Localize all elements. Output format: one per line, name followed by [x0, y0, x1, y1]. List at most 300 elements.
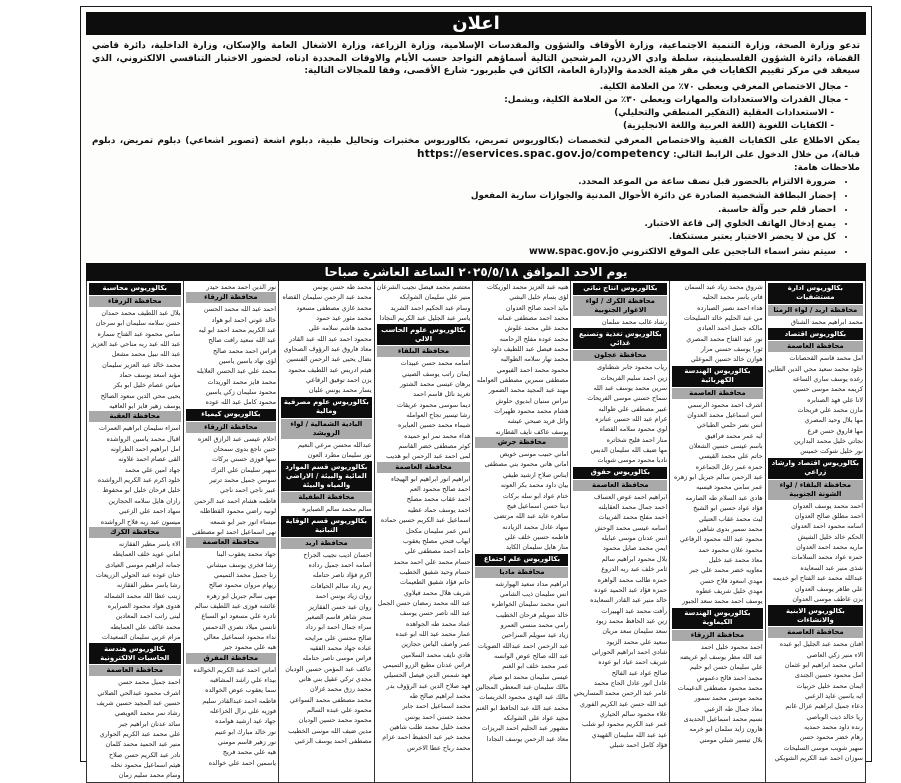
candidate-name: معتصم محمد فيصل نجيب الشرعان [376, 282, 471, 291]
candidate-name: مالك سليمان عبد المعطي المجالين [475, 683, 569, 691]
candidate-name: حنان عوده عبد الحولي الزريعات [95, 570, 181, 579]
candidate-name: عائشه فوزى عبد اللطيف سالم [194, 601, 277, 610]
candidate-name: محمد عبد الله عبد الحافظ ابو الغنم [475, 703, 569, 712]
candidate-name: رازان هايل سلامه الحجازين [108, 496, 181, 505]
candidate-name: محمد هاشم سلامه علي [308, 324, 372, 333]
candidate-name: محمود علان محمود حمد [698, 545, 763, 554]
governorate-header: محافظة الزرقاء [186, 292, 277, 303]
candidate-name: صالح محسن علي مرايحه [304, 633, 372, 642]
candidate-name: سراء جمال احمد ابو رداد [305, 623, 372, 632]
candidate-name: خليل فرحان خليل ابو محفوظ [102, 486, 181, 495]
candidate-name: احمد يوسف حماد عطيه [407, 505, 471, 514]
candidate-name: عامر عبد الرحمن محمد المساريحي [573, 689, 668, 698]
candidate-name: اماني محمد ابراهيم ابو عثمان [784, 660, 863, 669]
candidate-name: نداء محمود اسماعيل معالي [203, 632, 277, 641]
candidate-name: سهير شويب موسى السليحات [783, 743, 863, 752]
candidate-name: سامي محمود عبد الفتاح سماره [97, 329, 181, 338]
candidate-name: محمود عبد الله محمود الرفاعي [680, 535, 763, 544]
governorate-header: البادية الشمالية / لواء الرويشد [281, 419, 372, 439]
candidate-name: نادره علي مسعود ابو السباع [201, 612, 277, 621]
candidate-name: حاتم فؤاد شفيق الطعيمات [399, 578, 471, 587]
candidate-name: ايناس صلاح ارشيد طيفي [502, 470, 569, 479]
candidate-name: محمد احمد مصطفى عمانه [497, 314, 569, 322]
candidate-name: ليث محمد عقاب العتيلي [698, 514, 763, 523]
candidate-name: معاويه خضر محمد علي جبر [689, 566, 763, 575]
candidate-name: حاتم علي محمد القيسي [698, 452, 763, 461]
candidate-name: اسامه عيسى محمد الوحش [594, 523, 668, 532]
candidate-name: محمد مصطفى محمد السواعي [289, 695, 372, 704]
candidate-name: محمد خير عبد الحفيظ احمد عزام [382, 733, 471, 742]
candidate-name: احمد محمود خليل احمد [700, 642, 763, 651]
candidate-name: محمد نهار سلامه الطوالبه [500, 355, 569, 364]
candidate-name: معاذ جمال طه الزعبي [704, 704, 763, 713]
candidate-name: نجاتي خليل محمد البدارين [794, 437, 863, 446]
criteria-item: - الكفايات اللغوية (اللغة العربية واللغة الانجليزية) [623, 120, 834, 131]
candidate-name: اماني عويد خلف العمايطه [112, 550, 181, 559]
candidate-name: فراس عدنان مطيع الزرو التميمي [382, 660, 471, 669]
candidate-name: رياب محمود جابر شطناوى [597, 363, 668, 372]
degree-header: بكالوريوس الهندسة الكيماوية [672, 608, 763, 629]
candidate-name: زين احمد سليم الفريحات [600, 373, 668, 382]
candidate-name: حسام وحيد شفيق الخطيب [399, 567, 471, 576]
candidate-name: معاذ فاروق عبد الرؤوف الصحاوي [283, 345, 372, 354]
candidate-name: خالد سويلم فرحان الخطيب [495, 610, 569, 619]
candidate-name: حسام محمد علي احمد محمد [393, 557, 471, 566]
candidate-name: زينب عطا الله محمد الشماله [104, 591, 181, 600]
candidate-name: خلود محمد سعيد محي الدين الطايي [767, 364, 863, 373]
candidate-name: ايمن محمد صايل محمود [602, 544, 668, 553]
note-item: • احضار قلم حبر وآلة حاسبة. [92, 204, 836, 218]
candidate-name: ناديا محمود موسى شويات [597, 456, 668, 465]
candidate-name: معاذ محمد عبد خليل [708, 555, 763, 564]
candidate-name: باسم عيسى حسين الشعلان [689, 442, 763, 451]
candidate-name: مها ضيف الله سليمان الدبس [590, 446, 668, 455]
candidate-name: عبدالله محمد عبد الفتاح ابو خديمه [772, 574, 863, 583]
candidate-name: شريف احمد عياد ابو عوده [598, 658, 668, 667]
candidate-name: رغده يوسف ساري الساعه [792, 375, 863, 383]
candidate-name: فوزيه علي نزال الخزاعله [209, 707, 277, 715]
candidate-name: احسان اديب نجيب الجراح [303, 550, 372, 559]
candidate-name: الحكم خالد خليل الشيش [797, 532, 863, 541]
candidate-name: ريا خالد ذيب الوباصي [806, 712, 863, 721]
candidate-name: شادي احمد ابراهيم الحوراني [591, 647, 668, 656]
candidate-name: محمد غازي مصطفى مسعود [296, 303, 372, 312]
candidate-name: يوسف زهير فايز ابو العافيه [109, 402, 181, 411]
page-frame [80, 6, 872, 780]
candidate-name: محمد احمد فالح دعموس [696, 673, 763, 682]
candidate-name: احمد عبد الله محمد الحسن [203, 305, 277, 314]
candidate-name: سما يعقوب عوض الخوالده [205, 686, 277, 695]
announcement-page [51, 0, 901, 780]
candidates-table [86, 281, 866, 783]
candidate-name: ميساء انور جبر ابو شمعه [210, 517, 277, 526]
candidate-name: اشرف احمد محمود الرسمي [687, 400, 763, 409]
candidate-name: دعاء جميل ابراهيم عزال غانم [785, 702, 863, 711]
candidate-name: ابراهيم مداد سعيد الهوارشه [495, 579, 569, 588]
candidate-name: ثامر خلف عبد ربه الدروع [601, 565, 668, 574]
candidate-name: حامد احمد مصطفى علي [404, 547, 471, 556]
degree-header: بكالوريوس علوم الحاسب الالي [377, 324, 471, 345]
candidate-name: هشام محمد محمود ظهيرات [494, 407, 569, 416]
candidate-name: جهاد محمد يعقوب البنا [216, 550, 277, 559]
candidate-name: مهدي اسعود فلاح حسن [699, 576, 763, 585]
degree-header: بكالوريوس الهندسة الكهربائية [672, 366, 763, 387]
candidate-name: يسار محمد يونس عليان [308, 386, 372, 395]
candidate-name: سوزان احمد عبد الكريم الشويكي [774, 753, 863, 762]
candidate-name: هيثم اسماعيل محمود نخله [110, 761, 181, 770]
candidate-name: اشرف محمود عبدالحي الصلاتي [97, 688, 181, 697]
candidate-name: اقبال محمد ياسين الرواشده [106, 434, 181, 443]
candidate-name: مها بلال وحيد المصري [804, 416, 863, 425]
candidate-name: محمد ابراهيم صالح طه [409, 692, 471, 700]
candidate-name: عبير مصطفى علي طوالبه [598, 404, 668, 413]
candidate-name: حنين ناجع بدوى سمحان [213, 445, 277, 454]
candidate-name: عبد الله حسن عبد الكريم الفوري [579, 699, 668, 708]
results-website-url: www.spac.gov.jo [529, 246, 619, 258]
candidate-name: وسام محمد سليم زمان [118, 771, 181, 780]
candidate-name: شريف هلال محمد فيلاوي [403, 588, 471, 597]
candidate-name: هيثم ادريس عبد اللطيف محمود [288, 365, 372, 374]
candidate-name: نسيم محمد اسماعيل الحديدى [683, 715, 763, 723]
candidate-name: نضال يحيى عبد الرحمن الفنسين [286, 355, 372, 364]
candidate-name: لؤى بسام خليل اليشي [509, 293, 569, 302]
candidate-name: فهد صلاح الدين عبد الرؤوف بدر [386, 681, 471, 690]
candidate-name: سائد عدنان ابراهيم جبر [118, 719, 181, 728]
candidate-name: نور زهير قاسم مومني [217, 738, 277, 747]
candidate-name: رأفت محمد عبد الهييرات [601, 606, 668, 615]
degree-header: بكالوريوس علوم مصرفية ومالية [281, 397, 372, 418]
candidate-name: وائل فريد صبحي عيشه [507, 417, 569, 426]
candidate-name: يزن عاطف موسى العدوان [792, 594, 863, 603]
candidate-name: لوي محمود سلامه القضاه [599, 425, 668, 434]
candidate-name: انس نصر حلمي الطباخي [696, 421, 763, 430]
degree-header: بكالوريوس الابنية والانشاءات [768, 605, 863, 626]
note-item: • إحضار البطاقة الشخصية الصادرة عن دائرة الأحوال المدنية والجوازات سارية المفعول [92, 190, 836, 204]
candidate-name: عبد الله ناصر حسن يوسف [399, 609, 471, 618]
candidate-name: نور خليل شوكت خميس [800, 447, 863, 456]
candidate-name: معاذ عبد الرحمن يوسف النجادا [486, 734, 569, 743]
criteria-list [92, 81, 860, 133]
governorate-header: محافظة العقبة [89, 411, 181, 422]
candidate-name: عبد الله صالح عوض الوانسه [493, 651, 569, 660]
candidate-name: احمد جمال محمد العقايلنه [598, 503, 668, 512]
note-item: • كل من لا يحضر الاختبار يعتبر مستنكفا. [92, 231, 836, 245]
candidate-name: القى عصام احمد علاونه [118, 455, 181, 464]
candidate-name: مالكه جميل احمد العبادي [696, 324, 763, 333]
governorate-header: محافظة العاصمة [377, 462, 471, 473]
link-paragraph [92, 135, 860, 162]
candidate-name: محمود كامل عبد الله عوده [205, 398, 277, 407]
governorate-header: محافظة العاصمة [768, 627, 863, 638]
candidate-name: فراس احمد محمد صالح [213, 346, 277, 355]
candidate-name: لؤى نهاد ياسين ياسين [218, 357, 277, 366]
candidate-name: عبد الله محمد رمضان حسن الجمل [377, 598, 471, 607]
candidate-name: لينى راتب احمد المعادين [115, 612, 181, 621]
candidate-name: هداء احمد نصير الصبارده [697, 303, 763, 312]
candidate-name: ختام عواد ابو سله بركات [502, 491, 569, 500]
candidate-name: عبد الله نبيل محمد مشعل [111, 350, 181, 359]
candidate-name: هادي عبد السلام طه الصارمه [685, 493, 763, 502]
candidate-name: حمزه عمر زغل الجماعره [695, 462, 763, 471]
candidate-name: عبير ناجي احمد ناجي [220, 486, 277, 495]
candidate-name: يزن احمد توفيق الرفاعي [305, 376, 372, 385]
candidate-name: ماريه محمد احمد العدوان [796, 543, 863, 552]
candidate-name: دينا حسن اسماعيل فيج [506, 501, 569, 510]
candidate-name: حسين عبد المجيد حسين شريف [96, 698, 181, 707]
governorate-header: محافظة العاصمة [186, 537, 277, 548]
candidate-name: جهاد عيد ارشيد هوامده [215, 717, 277, 726]
candidate-name: عمر محمد خلف ابو الغنم [502, 662, 569, 671]
table-column [765, 281, 865, 782]
candidate-name: سماح حسني موسى الفريحات [587, 394, 668, 403]
candidate-name: عبد الرحمن احمد عبدالله الضويات [478, 641, 569, 650]
candidate-name: رنا جميل محمد التميمي [213, 570, 277, 579]
candidate-name: سرين محمد يوسف عبد الله [593, 384, 668, 392]
candidate-name: عاكف عبد المؤمن حسين الوديان [285, 664, 372, 673]
candidate-name: هنيه عبد العزيز محمد الوريكات [486, 282, 569, 291]
candidate-name: انس محمد سليمان الخواطره [491, 600, 569, 609]
candidate-name: اماني حبيب موسى خويص [499, 450, 569, 459]
governorate-header: محافظة الكرك / لواء الاغوار الجنوبية [573, 296, 667, 316]
governorate-header: محافظة العاصمة [573, 480, 667, 491]
candidate-name: سالم محمد سالم الصبايره [302, 505, 372, 514]
candidate-name: هدوى هواد محمود الصرايره [107, 601, 181, 610]
note-item: • سيتم نشر اسماء الناجحين على الموقع الالكتروني www.spac.gov.jo [92, 245, 836, 260]
candidate-name: نور سليمان مطرد العون [307, 451, 372, 460]
degree-header: بكالوريوس ادارة مستشفيات [768, 283, 863, 304]
candidate-name: شيماء محمد حسين العبايره [398, 421, 471, 430]
candidate-name: كوثر مصطفى خضر القاسم [398, 442, 471, 451]
candidate-name: يوسف عاكف نايف القطارنه [495, 427, 569, 436]
candidate-name: احمد جميل محمد حسن [118, 678, 181, 687]
candidate-name: محمد رزق محمد غزلان [309, 685, 372, 694]
candidate-name: محمد محمود مصطفى الدغيمات [677, 683, 763, 692]
candidate-name: محمود سليمان زكي ياسين [205, 388, 277, 397]
candidate-name: خالد منير عبد القادر السعايده [590, 596, 668, 605]
candidate-name: احمد مطلق صالح العدوان [794, 512, 863, 521]
candidate-name: امل محمود حسين الجندى [794, 671, 863, 680]
candidate-name: رنده داود محمد حمديه [803, 722, 863, 731]
degree-header: بكالوريوس اقتصاد [768, 328, 863, 340]
candidate-name: مالك عبد الهدى محمود الخريسات [479, 693, 569, 702]
candidate-name: سها فوزى حسني بركات [212, 455, 277, 464]
candidate-name: رشا ياسر مطير الفقازنه [116, 581, 181, 590]
candidate-name: مؤيد اسعد يوسف حماد [119, 371, 181, 380]
candidate-name: عيسى سليمان محمد ابو صيام [489, 672, 569, 681]
governorate-header: محافظة الكرك [89, 527, 181, 538]
candidate-name: اكرم فؤاد ناصر حتامله [312, 571, 372, 580]
candidate-name: مايد احمد صالح العدوان [505, 303, 569, 312]
candidate-name: مهدي خليل شريف عطوه [696, 586, 763, 595]
candidate-name: احمد مفلح محمد الفريبات [598, 513, 668, 522]
candidate-name: خالد عوني احمد ابو هواد [211, 315, 277, 324]
candidate-name: منير عبد الحميد محمد كلمان [105, 740, 181, 749]
candidate-name: مياس عصام خليل ابو بكر [113, 381, 181, 390]
candidate-name: رشاد غالب محمد سلمان [601, 317, 668, 326]
candidate-name: محمد عوده مفلح الرحامنه [499, 334, 569, 343]
candidate-name: لمى احمد عبد الرحمن ابو هديب [386, 452, 471, 461]
candidate-name: تغريد نائل قاسم احمد [413, 390, 471, 399]
candidate-name: سهاد احمد علي الزعبي [118, 507, 181, 516]
announcement-body [86, 35, 866, 263]
candidate-name: سهاد عادل محمد الزيادنه [502, 522, 569, 531]
criteria-item: - مجال الاختصاص المعرفي ويعطى ٧٠٪ من العلامة الكلية. [599, 81, 848, 92]
candidate-name: منير علي سليمان الشوابكه [399, 293, 471, 302]
candidate-name: وسام عبد الحكيم احمد الشريد [390, 303, 471, 312]
candidate-name: ابراهيم احمد عوض العساف [593, 492, 668, 501]
candidate-name: سعيد علي محمد الزيود [606, 637, 668, 646]
candidate-name: نادر عبد الكريم حسن صلاح [108, 750, 181, 759]
governorate-header: محافظة مادبا [475, 567, 568, 578]
candidate-name: لانا علي فهد الصنابره [807, 395, 863, 404]
governorate-header: محافظة الزرقاء [672, 630, 763, 641]
candidate-name: نور خالد مبارك ابو غنيم [214, 727, 277, 736]
candidate-name: سوسن جميل محمد ترتير [209, 476, 277, 485]
candidate-name: ريم زياد سالم الحيافات [310, 581, 372, 590]
competency-url: https://eservices.spac.gov.jo/competency [417, 147, 671, 160]
candidate-name: عبد الله مطر يوسف ابو عريضه [679, 652, 763, 661]
candidate-name: اسامه محمود احمد العدوان [791, 522, 863, 531]
candidate-name: انس عدنان موسى عبايله [601, 534, 668, 543]
candidate-name: انس سليمان ذيب الشامي [499, 589, 569, 598]
candidate-name: سهير سليمان علي الترك [210, 465, 277, 474]
candidate-name: محمد مثور عيد حمود [316, 314, 372, 322]
candidate-name: محمد حسني احمد يونس [405, 712, 471, 721]
candidate-name: فهد شمس الدين فيصل الحسيلي [383, 671, 471, 680]
candidate-name: نبراس سنيان ابديوي حلوش [495, 396, 569, 405]
candidate-name: جمانه ابراهيم موسى العيادى [105, 560, 181, 569]
candidate-name: غرام عبد الله حسين عنانزه [595, 415, 668, 424]
candidate-name: امل ابراهيم احمد الطراونه [110, 445, 181, 454]
candidate-name: عادل انور عادل الحاج محمد [594, 678, 668, 687]
candidate-name: سحر شاهر قاسم الصغير [305, 612, 372, 621]
candidate-name: احمد عقاب محمد مصلح [406, 495, 471, 504]
candidate-name: هوازن خالد حسين الموعلي [690, 355, 763, 364]
candidate-name: احلام عيسى عبد الرازق العزه [197, 434, 277, 443]
candidate-name: ياسر عبد الجليل عبد الكريم النجادا [379, 314, 471, 322]
announcement-title-bar [86, 12, 866, 35]
governorate-header: محافظة جرش [475, 437, 568, 448]
link-prefix-text: يمكن الاطلاع على الكفايات الفنية والاختصاص المعرفي لتخصصات (بكالوريوس تمريض، بكالوريوس مختبرات وتحاليل طبية، دبلوم اشعة (تصوير اشعاعي) دبلوم تمريض، دبلوم قبالة)، من خلال الدخول على الرابط التالي: [92, 135, 860, 160]
candidate-name: منار هايل سليمان الكايد [505, 543, 569, 552]
candidate-name: محمد فايز محمد الوريدات [207, 377, 277, 386]
candidate-name: ايه عمر محمد فرافيق [705, 431, 763, 440]
candidate-name: افنان محمد عبد الجليل ابو عبده [779, 640, 863, 649]
candidate-name: الاء ياسر مطير الفقازنه [118, 539, 181, 548]
candidate-name: نور عبد الفتاح محمد المصري [686, 334, 763, 343]
candidate-name: رامي محمد منسي العمرو [500, 620, 569, 629]
candidate-name: فؤاد كامل احمد شبلي [609, 741, 668, 749]
candidate-name: انس اسماعيل محمد العدوان [687, 411, 763, 420]
candidate-name: فاطمه حسين خلف علي [504, 532, 569, 541]
candidate-name: محمود محمد حسين الوديان [298, 716, 372, 725]
candidate-name: اسماعيل عبد الكريم حسين حماده [380, 516, 471, 525]
candidate-name: فاطمه هشام احمد عبد الرحمن [194, 496, 277, 505]
candidate-name: برهان عيسى محمد الشتور [399, 380, 471, 389]
date-banner [86, 263, 866, 281]
candidate-name: ميسون عبد ربه فلاح الرواشده [100, 517, 181, 526]
candidate-name: اماني احمد عبد الكريم الخوالده [193, 665, 277, 674]
candidate-name: عباده جهاد محمد الفقيه [309, 643, 372, 652]
candidate-name: رشا فخري يوسف ميشاني [206, 560, 277, 569]
degree-header: بكالوريوس قسم الوقاية النباتية [281, 516, 372, 537]
candidate-name: مرام عربي سليمان السعيدات [101, 632, 181, 641]
candidate-name: علاء محمود سالم الحياري [599, 709, 668, 718]
degree-header: بكالوريوس كيمياء [186, 409, 277, 421]
candidate-name: مها فاروق حسن قرع [807, 426, 863, 435]
candidate-name: علي طاهر يوسف العدوان [794, 584, 863, 593]
candidate-name: مجدي تركي عقيل بني هاني [298, 674, 372, 683]
governorate-header: محافظة العاصمة [768, 341, 863, 352]
degree-header: بكالوريوس انتاج نباتي [573, 283, 667, 295]
candidate-name: مجيد عواد علي الشوابكه [503, 714, 569, 723]
candidate-name: نهى اسماعيل احمد ابو مصطفى [192, 527, 277, 536]
candidate-name: ايه ياسين عايد الزعبي [804, 691, 863, 700]
candidate-name: هداء محمد نمر ابو حميده [404, 431, 471, 440]
candidate-name: زياد عيد سويلم السراحين [501, 631, 569, 640]
candidate-name: جهاد امين علي محمد [124, 465, 181, 474]
candidate-name: مهى سالم جبريل ابو زهره [206, 591, 277, 600]
governorate-header: محافظة اربد / لواء الرمثا [768, 305, 863, 316]
degree-header: بكالوريوس محاسبة [89, 283, 181, 295]
governorate-header: محافظة اربد [281, 538, 372, 549]
candidate-name: روان زياد يونس احمد [315, 592, 372, 601]
candidate-name: رشا تيسير نجاح العوامله [406, 411, 471, 420]
candidate-name: محمد سمير بدوى شاهين [696, 524, 763, 533]
exam-date-text: يوم الاحد الموافق ٢٠٢٥/٥/١٨ الساعة العاشرة صباحا [324, 264, 628, 279]
note-item: • ضرورة الالتزام بالحضور قبل نصف ساعة من الموعد المحدد. [92, 176, 836, 190]
candidate-name: محمد خالد عبد العزيز سليمان [102, 360, 181, 369]
candidate-name: محمد فيصل عبد اللطيف داود [491, 345, 569, 354]
candidate-name: محمود احمد عبد الله عبد القادر [289, 334, 372, 343]
governorate-header: محافظة العاصمة [672, 388, 763, 399]
candidate-name: زين عبد الحافظ محمد زيود [595, 616, 668, 625]
governorate-header: محافظة عجلون [573, 350, 667, 361]
candidate-name: ياسمين احمد علي خوالده [208, 758, 277, 767]
candidate-name: خلود اكرم عبد الكريم الرواشده [97, 476, 181, 485]
candidate-name: ثورا يوسف حسني مرار [700, 345, 763, 354]
candidate-name: الاء منير زكي العاصي [806, 650, 863, 659]
candidate-name: امل محمد قاسم القحصانات [789, 354, 863, 363]
candidate-name: نانسي ميلاد نصري الدحمس [202, 622, 277, 631]
candidate-name: مهند عبد المجيد محمد الضمور [488, 386, 569, 395]
candidate-name: بلال عبد اللطيف محمد حمدان [101, 308, 181, 317]
candidate-name: محمود علي عبده السالم [306, 705, 372, 714]
candidate-name: عيد عبد الله سليمان القهيدي [591, 730, 668, 739]
candidate-name: مصطفى سمرين مصطفى العوامله [476, 376, 569, 385]
governorate-header: محافظة الزرقاء [89, 296, 181, 307]
governorate-header: محافظة الزرقاء [186, 422, 277, 433]
candidate-name: عبد الرحمن سالم جبريل ابو زهره [673, 473, 763, 482]
announcement-title: اعلان [452, 13, 500, 34]
candidate-name: مشهور عبد الحليم احمد البريزات [481, 724, 569, 733]
candidate-name: محمد خليل محمد طلب شاهين [389, 723, 471, 732]
candidate-name: رشاد نمر محمد العويصي [114, 709, 181, 718]
candidate-name: بلال تيسير شبلي مومني [699, 735, 763, 744]
candidate-name: عمر واصف الياس حجازين [401, 640, 471, 649]
candidate-name: عبد الله عبد ربه مناحي عبد العزيز [91, 340, 181, 348]
candidate-name: اسراء سليمان ابراهيم العمرات [99, 424, 181, 433]
candidate-name: روان عيد حسن الفقازيز [308, 602, 372, 611]
candidate-name: مي عبد الحليم خالد السليحات [683, 314, 763, 322]
candidate-name: صالح عواد عبد الفالح [611, 668, 668, 677]
candidate-name: محمد طه حسن يونس [312, 282, 372, 291]
candidate-name: فؤاد عواد حسين ابو الشيخ [693, 504, 763, 513]
notes-title: ملاحظات هامة: [794, 163, 860, 174]
candidate-name: حمزه عواد محمد السلامات [791, 553, 863, 562]
candidate-name: ريهام مروان محمود صالح [208, 581, 277, 590]
candidate-name: عبد الكريم محمد احمد ابو ليه [198, 326, 277, 334]
